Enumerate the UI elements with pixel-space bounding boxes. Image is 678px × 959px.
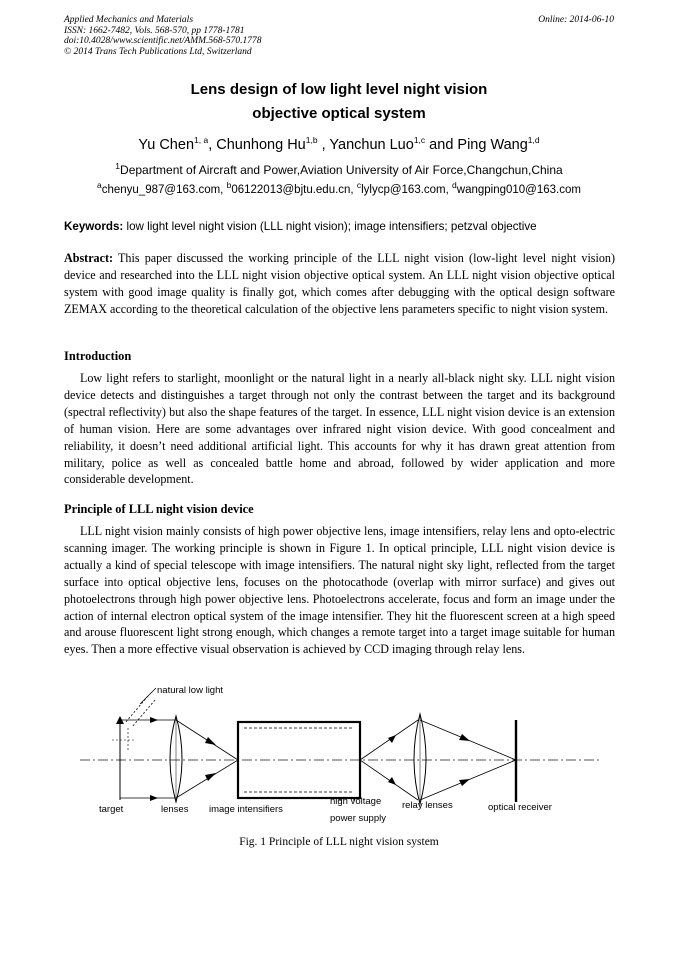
- label-high-voltage: high voltage: [330, 796, 382, 807]
- label-image-intensifiers: image intensifiers: [209, 804, 283, 815]
- author-emails: $^a$chenyu_987@163.com, $^b$06122013@bjtu.edu.cn, $^c$lylycp@163.com, $^d$wangping010@163.com: [97, 180, 581, 196]
- journal-name: Applied Mechanics and Materials: [64, 15, 194, 25]
- principle-paragraph: LLL night vision mainly consists of high power objective lens, image intensifiers, relay lens and opto-electric scanning imager. The working principle is shown in Figure 1. In optical principle, LLL night vision device is actually a kind of special telescope with image intensifiers. The natural night sky light, reflected from the target surface into optical objective lens, focuses on the photocathode (overlap with mirror surface) and gives out photoelectrons through high power objective lens. Photoelectrons accelerate, focus and form an image under the action of internal electron optical system of the image intensifier. They hit the fluorescent screen at a high speed and arouse fluorescent light strong enough, which changes a remote target into a target image suitable for human eyes. Then a more effective visual observation is achieved by CCD imaging through relay lens.: [64, 524, 615, 657]
- issn-line: ISSN: 1662-7482, Vols. 568-570, pp 1778-1781: [64, 25, 245, 36]
- email-link[interactable]: wangping010@163.com: [456, 184, 581, 196]
- online-date: Online: 2014-06-10: [538, 15, 614, 25]
- author-name: Ping Wang: [457, 137, 528, 153]
- figure-caption: Fig. 1 Principle of LLL night vision system: [239, 836, 439, 848]
- abstract-label: Abstract:: [64, 251, 114, 265]
- doi-line: doi:10.4028/www.scientific.net/AMM.568-570.1778: [64, 36, 262, 47]
- affiliation: $^1$Department of Aircraft and Power,Aviation University of Air Force,Changchun,China: [115, 161, 563, 177]
- author-name: Chunhong Hu: [216, 137, 306, 153]
- light-ray-arrow: [125, 696, 148, 723]
- section-heading-introduction: Introduction: [64, 349, 132, 363]
- label-power-supply: power supply: [330, 813, 386, 824]
- author-affiliation-mark: 1,c: [413, 135, 426, 146]
- paper-title-line1: Lens design of low light level night vision: [190, 81, 488, 98]
- keywords-label: Keywords:: [64, 220, 124, 233]
- author-list: Yu Chen$^{1, a}$, Chunhong Hu$^{1,b}$ , Yanchun Luo$^{1,c}$ and Ping Wang$^{1,d}$: [138, 135, 540, 153]
- label-target: target: [99, 804, 124, 815]
- abstract-text: This paper discussed the working principle of the LLL night vision (low-light level night vision) device and researched into the LLL night vision objective optical system. An LLL night vision objective optical system with good image quality is finally got, which comes after debugging with the optical design software ZEMAX according to the theoretical calculation of the objective lens parameters specific to night vision system.: [64, 251, 615, 316]
- copyright-line: © 2014 Trans Tech Publications Ltd, Switzerland: [64, 46, 252, 57]
- introduction-paragraph: Low light refers to starlight, moonlight or the natural light in a nearly all-black night sky. LLL night vision device detects and distinguishes a target through not only the contrast between the target and its background (spectral reflectivity) but also the shape features of the target. In essence, LLL night vision device is an extension of human vision. Here are some advantages over infrared night vision device. With good concealment and reliability, it doesn’t need additional artificial light. This accounts for why it has drawn great attention from military, police as well as concealed battle home and abroad, followed by wider application and more considerable development.: [64, 371, 615, 487]
- label-optical-receiver: optical receiver: [488, 802, 552, 813]
- label-natural-low-light: natural low light: [157, 685, 224, 696]
- section-heading-principle: Principle of LLL night vision device: [64, 502, 254, 516]
- paper-title-line2: objective optical system: [252, 105, 426, 122]
- label-lenses: lenses: [161, 804, 189, 815]
- abstract: [64, 250, 615, 318]
- author-affiliation-mark: 1, a: [194, 135, 209, 146]
- author-affiliation-mark: 1,b: [305, 135, 318, 146]
- author-name: Yu Chen: [138, 137, 195, 153]
- label-relay-lenses: relay lenses: [402, 800, 453, 811]
- figure-principle-diagram: [0, 680, 678, 830]
- light-ray-arrow: [132, 700, 155, 727]
- email-link[interactable]: 06122013@bjtu.edu.cn,: [231, 184, 354, 196]
- author-name: Yanchun Luo: [329, 137, 414, 153]
- email-link[interactable]: chenyu_987@163.com,: [101, 184, 224, 196]
- email-link[interactable]: lylycp@163.com,: [361, 184, 449, 196]
- running-header: [64, 15, 261, 57]
- keywords-text: low light level night vision (LLL night vision); image intensifiers; petzval objective: [126, 220, 537, 233]
- author-affiliation-mark: 1,d: [527, 135, 540, 146]
- keywords: [64, 220, 624, 233]
